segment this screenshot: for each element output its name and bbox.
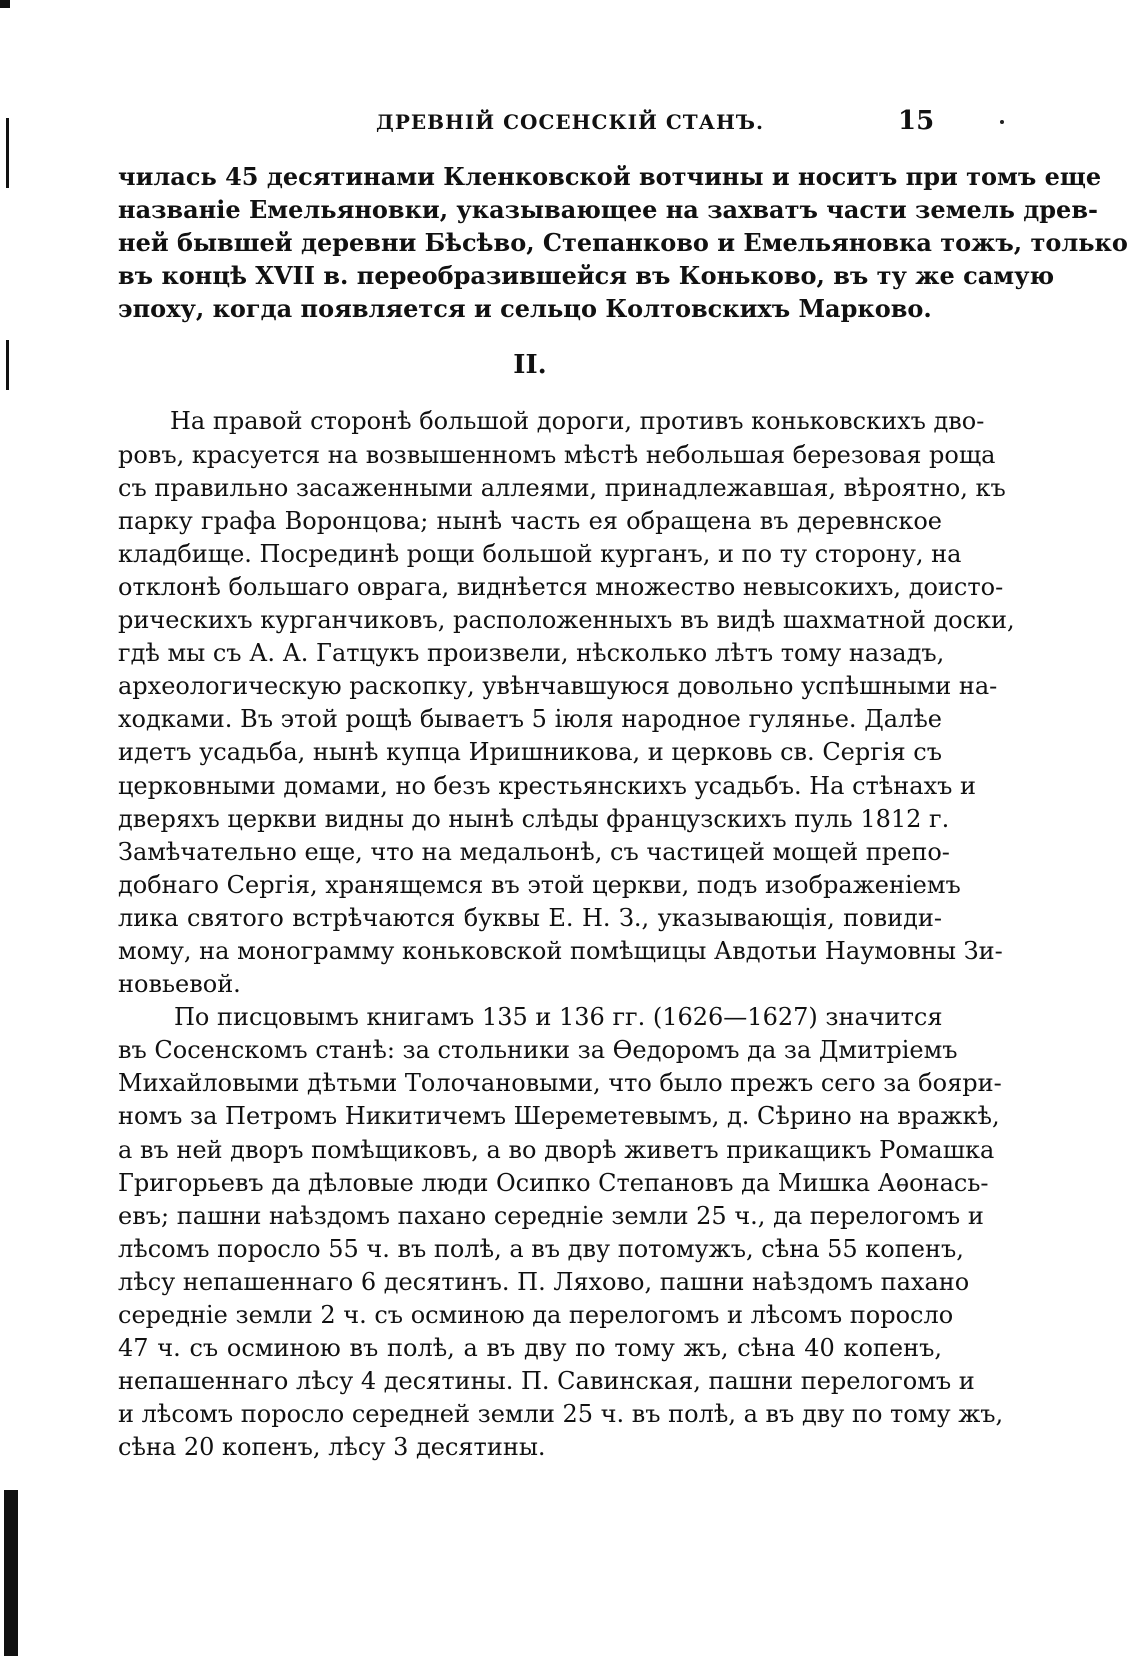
text-line: евъ; пашни наѣздомъ пахано середніе земли 25 ч., да перелогомъ и [118, 1201, 984, 1230]
text-line: лѣсу непашеннаго 6 десятинъ. П. Ляхово, пашни наѣздомъ пахано [118, 1267, 970, 1296]
paragraph-2 [118, 405, 1015, 1001]
text-line: рическихъ курганчиковъ, расположенныхъ въ видѣ шахматной доски, [118, 606, 1015, 635]
text-line: эпоху, когда появляется и сельцо Колтовскихъ Марково. [118, 294, 932, 324]
text-line: Замѣчательно еще, что на медальонѣ, съ частицей мощей препо- [118, 837, 950, 866]
text-line: мому, на монограмму коньковской помѣщицы Авдотьи Наумовны Зи- [118, 936, 1003, 965]
text-line: въ концѣ XVII в. переобразившейся въ Коньково, въ ту же самую [118, 261, 1055, 291]
text-line: гдѣ мы съ А. А. Гатцукъ произвели, нѣсколько лѣтъ тому назадъ, [118, 639, 945, 668]
text-line: середніе земли 2 ч. съ осминою да перелогомъ и лѣсомъ поросло [118, 1301, 954, 1329]
text-line: номъ за Петромъ Никитичемъ Шереметевымъ, д. Сѣрино на вражкѣ, [118, 1102, 1000, 1131]
text-line: новьевой. [118, 970, 241, 999]
text-line: ровъ, красуется на возвышенномъ мѣстѣ небольшая березовая роща [118, 440, 996, 469]
text-line: идетъ усадьба, нынѣ купца Иришникова, и церковь св. Сергія съ [118, 738, 942, 767]
text-line: 47 ч. съ осминою въ полѣ, а въ дву по тому жъ, сѣна 40 копенъ, [118, 1334, 942, 1363]
scan-corner-mark [0, 0, 10, 8]
text-line: добнаго Сергія, хранящемся въ этой церкви, подъ изображеніемъ [118, 870, 961, 899]
text-line: съ правильно засаженными аллеями, принадлежавшая, вѣроятно, къ [118, 473, 1006, 502]
text-line: ней бывшей деревни Бѣсѣво, Степанково и Емельяновка тожъ, только [118, 228, 1128, 258]
text-line: лика святого встрѣчаются буквы Е. Н. З., указывающія, повиди- [118, 903, 942, 932]
text-line: лѣсомъ поросло 55 ч. въ полѣ, а въ дву потомужъ, сѣна 55 копенъ, [118, 1234, 964, 1263]
text-line: кладбище. Посрединѣ рощи большой курганъ, и по ту сторону, на [118, 539, 962, 568]
text-line: парку графа Воронцова; нынѣ часть ея обращена въ деревнское [118, 506, 942, 535]
text-line: отклонѣ большаго оврага, виднѣется множество невысокихъ, доисто- [118, 572, 1004, 601]
text-line: а въ ней дворъ помѣщиковъ, а во дворѣ живетъ прикащикъ Ромашка [118, 1135, 995, 1164]
text-line: Михайловыми дѣтьми Толочановыми, что было прежъ сего за бояри- [118, 1069, 1002, 1098]
text-line: непашеннаго лѣсу 4 десятины. П. Савинская, пашни перелогомъ и [118, 1367, 975, 1396]
text-line: На правой сторонѣ большой дороги, противъ коньковскихъ дво- [170, 407, 985, 436]
text-line: чилась 45 десятинами Кленковской вотчины и носитъ при томъ еще [118, 162, 1102, 191]
section-heading: II. [513, 350, 547, 381]
text-line: сѣна 20 копенъ, лѣсу 3 десятины. [118, 1433, 546, 1462]
text-line: и лѣсомъ поросло середней земли 25 ч. въ полѣ, а въ дву по тому жъ, [118, 1400, 1004, 1429]
page-header [0, 106, 1140, 142]
paragraph-1 [118, 160, 1128, 325]
paragraph-3 [118, 1001, 1004, 1464]
text-line: По писцовымъ книгамъ 135 и 136 гг. (1626—1627) значится [174, 1003, 943, 1032]
text-line: дверяхъ церкви видны до нынѣ слѣды французскихъ пуль 1812 г. [118, 804, 950, 833]
page-number: 15 [898, 106, 935, 136]
running-head: ДРЕВНІЙ СОСЕНСКІЙ СТАНЪ. [376, 110, 764, 134]
scan-edge-mark-bottom [4, 1490, 18, 1656]
text-line: въ Сосенскомъ станѣ: за стольники за Ѳедоромъ да за Дмитріемъ [118, 1036, 958, 1065]
text-line: названіе Емельяновки, указывающее на захватъ части земель древ- [118, 195, 1098, 225]
scan-edge-mark-middle [6, 340, 9, 390]
text-block [118, 160, 1128, 1464]
text-line: церковными домами, но безъ крестьянскихъ усадьбъ. На стѣнахъ и [118, 771, 977, 800]
text-line: Григорьевъ да дѣловые люди Осипко Степановъ да Мишка Аѳонась- [118, 1168, 989, 1197]
text-line: ходками. Въ этой рощѣ бываетъ 5 іюля народное гулянье. Далѣе [118, 705, 942, 734]
text-line: археологическую раскопку, увѣнчавшуюся довольно успѣшными на- [118, 672, 998, 701]
